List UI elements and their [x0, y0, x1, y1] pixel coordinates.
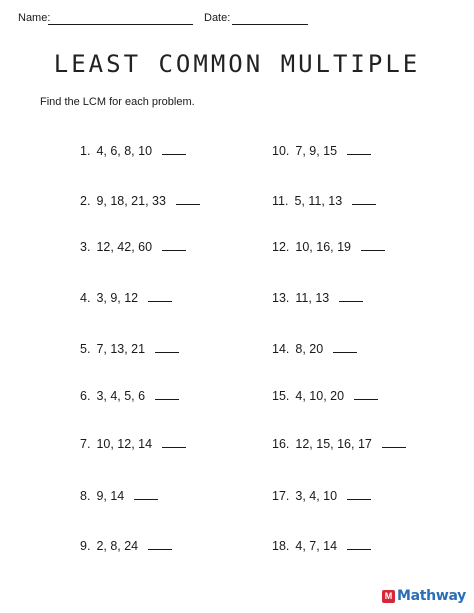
answer-blank: [176, 192, 200, 205]
answer-blank: [354, 387, 378, 400]
problem-number: 2.: [80, 194, 91, 208]
problem-numbers: 2, 8, 24: [96, 539, 139, 553]
problem-number: 10.: [272, 144, 290, 158]
problem-numbers: 3, 9, 12: [96, 291, 139, 305]
name-label: Name:: [18, 12, 51, 24]
problem-item: [272, 487, 371, 503]
problem-numbers: 7, 9, 15: [295, 144, 338, 158]
answer-blank: [148, 289, 172, 302]
problem-number: 12.: [272, 240, 290, 254]
problem-numbers: 4, 7, 14: [295, 539, 338, 553]
problem-number: 14.: [272, 342, 290, 356]
problem-item: [80, 487, 158, 503]
answer-blank: [361, 238, 385, 251]
date-blank-line: [232, 24, 308, 25]
problem-numbers: 9, 14: [96, 489, 125, 503]
instructions-text: Find the LCM for each problem.: [40, 96, 195, 108]
problem-item: [80, 340, 179, 356]
answer-blank: [162, 142, 186, 155]
problem-numbers: 12, 42, 60: [96, 240, 153, 254]
problem-number: 8.: [80, 489, 91, 503]
mathway-logo-text: Mathway: [396, 588, 466, 604]
problem-numbers: 3, 4, 10: [295, 489, 338, 503]
problem-numbers: 4, 6, 8, 10: [96, 144, 153, 158]
problem-numbers: 9, 18, 21, 33: [96, 194, 166, 208]
problem-number: 16.: [272, 437, 290, 451]
answer-blank: [155, 340, 179, 353]
problem-numbers: 5, 11, 13: [294, 194, 343, 208]
problem-number: 13.: [272, 291, 290, 305]
problem-item: [272, 238, 385, 254]
problem-item: [272, 537, 371, 553]
answer-blank: [162, 435, 186, 448]
answer-blank: [347, 142, 371, 155]
answer-blank: [382, 435, 406, 448]
problem-number: 5.: [80, 342, 91, 356]
answer-blank: [339, 289, 363, 302]
problem-numbers: 11, 13: [295, 291, 330, 305]
problem-item: [80, 238, 186, 254]
problem-item: [80, 142, 186, 158]
problem-numbers: 12, 15, 16, 17: [295, 437, 372, 451]
problem-numbers: 7, 13, 21: [96, 342, 146, 356]
problem-item: [80, 537, 172, 553]
problem-number: 4.: [80, 291, 91, 305]
problem-item: [80, 387, 179, 403]
problem-item: [272, 142, 371, 158]
answer-blank: [347, 487, 371, 500]
answer-blank: [134, 487, 158, 500]
problem-number: 17.: [272, 489, 290, 503]
problem-number: 7.: [80, 437, 91, 451]
problem-numbers: 3, 4, 5, 6: [96, 389, 146, 403]
answer-blank: [148, 537, 172, 550]
problem-number: 11.: [272, 194, 289, 208]
answer-blank: [155, 387, 179, 400]
mathway-logo-icon: M: [382, 590, 395, 603]
mathway-logo: [382, 587, 466, 605]
problem-numbers: 4, 10, 20: [295, 389, 345, 403]
problem-number: 18.: [272, 539, 290, 553]
problem-item: [272, 435, 406, 451]
answer-blank: [162, 238, 186, 251]
page-title: LEAST COMMON MULTIPLE: [53, 50, 421, 78]
problem-item: [272, 192, 376, 208]
problem-number: 6.: [80, 389, 91, 403]
problem-number: 15.: [272, 389, 290, 403]
problem-numbers: 8, 20: [295, 342, 324, 356]
problem-number: 9.: [80, 539, 91, 553]
worksheet-header: [18, 12, 458, 30]
problem-numbers: 10, 16, 19: [295, 240, 351, 254]
problem-item: [272, 387, 378, 403]
problem-numbers: 10, 12, 14: [96, 437, 153, 451]
name-blank-line: [48, 24, 193, 25]
problem-item: [80, 192, 200, 208]
answer-blank: [347, 537, 371, 550]
problem-number: 1.: [80, 144, 91, 158]
problem-number: 3.: [80, 240, 91, 254]
problem-item: [272, 340, 357, 356]
answer-blank: [352, 192, 376, 205]
problem-item: [80, 435, 186, 451]
answer-blank: [333, 340, 357, 353]
problem-item: [272, 289, 363, 305]
problem-item: [80, 289, 172, 305]
date-label: Date:: [204, 12, 231, 24]
